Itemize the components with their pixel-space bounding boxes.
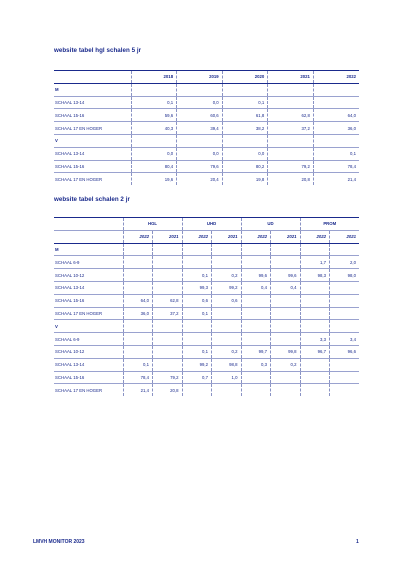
value-cell [182,384,212,396]
value-cell [268,147,314,160]
group-row [54,134,359,147]
table-schalen-2-years [54,217,359,396]
row-label: SCHAAL 17 EN HOGER [54,122,131,135]
value-cell: 19,6 [131,173,177,185]
value-cell: 0,2 [271,358,301,371]
table-row [54,345,359,358]
value-cell: 99,6 [241,269,271,282]
group-label: V [54,320,123,333]
row-label: SCHAAL 17 EN HOGER [54,307,123,320]
empty-cell [182,320,212,333]
value-cell: 0,4 [271,281,301,294]
row-label: SCHAAL 15-16 [54,160,131,173]
value-cell [271,371,301,384]
value-cell: 99,2 [212,281,242,294]
value-cell: 36,0 [313,122,359,135]
empty-cell [313,134,359,147]
table-row [54,256,359,269]
value-cell: 37,2 [268,122,314,135]
value-cell: 62,8 [268,109,314,122]
value-cell: 99,8 [271,345,301,358]
value-cell: 3,3 [300,333,330,346]
value-cell: 99,6 [271,269,301,282]
value-cell [271,256,301,269]
value-cell: 0,6 [182,294,212,307]
value-cell: 59,6 [131,109,177,122]
group-label: M [54,83,131,96]
value-cell: 0,1 [182,269,212,282]
value-cell [241,384,271,396]
value-cell [330,358,360,371]
table-row [54,173,359,185]
value-cell: 37,2 [153,307,183,320]
value-cell [182,256,212,269]
empty-cell [268,134,314,147]
value-cell: 78,4 [123,371,153,384]
value-cell [212,307,242,320]
value-cell: 20,8 [268,173,314,185]
row-label: SCHAAL 6-9 [54,256,123,269]
value-cell: 60,6 [177,109,223,122]
year-header: 2022 [123,230,153,243]
value-cell [241,333,271,346]
group-label: V [54,134,131,147]
value-cell [123,281,153,294]
value-cell: 99,2 [182,358,212,371]
table-hgl-5-years [54,70,359,185]
empty-cell [241,243,271,256]
value-cell [182,333,212,346]
table-row [54,96,359,109]
value-cell: 64,0 [123,294,153,307]
footer-title: LMVH MONITOR 2023 [33,539,85,545]
value-cell: 0,1 [222,96,268,109]
empty-cell [177,134,223,147]
value-cell: 79,6 [177,160,223,173]
table-row [54,269,359,282]
category-header: UD [241,218,300,231]
group-row [54,83,359,96]
value-cell [123,269,153,282]
value-cell [300,294,330,307]
value-cell [330,281,360,294]
row-label: SCHAAL 17 EN HOGER [54,384,123,396]
value-cell [271,384,301,396]
value-cell: 99,7 [241,345,271,358]
empty-cell [153,320,183,333]
table-row [54,122,359,135]
group-label: M [54,243,123,256]
empty-cell [330,243,360,256]
value-cell: 79,2 [153,371,183,384]
value-cell: 80,2 [222,160,268,173]
header-spacer [54,218,123,231]
value-cell [123,345,153,358]
value-cell [241,371,271,384]
value-cell: 0,1 [182,345,212,358]
value-cell [123,256,153,269]
value-cell: 21,4 [313,173,359,185]
value-cell [212,384,242,396]
value-cell: 0,0 [177,96,223,109]
table-row [54,281,359,294]
group-row [54,320,359,333]
table2-title: website tabel schalen 2 jr [54,196,130,203]
value-cell [123,333,153,346]
value-cell: 0,0 [131,147,177,160]
empty-cell [131,134,177,147]
value-cell: 0,4 [241,281,271,294]
empty-cell [153,243,183,256]
empty-cell [222,134,268,147]
empty-cell [300,320,330,333]
year-header: 2019 [177,71,223,84]
table-row [54,109,359,122]
value-cell: 0,2 [212,345,242,358]
group-row [54,243,359,256]
value-cell: 0,0 [177,147,223,160]
value-cell: 0,0 [222,147,268,160]
value-cell: 98,8 [212,358,242,371]
value-cell: 40,3 [131,122,177,135]
value-cell [212,256,242,269]
value-cell [313,96,359,109]
row-label: SCHAAL 10-12 [54,269,123,282]
value-cell [241,256,271,269]
value-cell: 21,4 [123,384,153,396]
empty-cell [330,320,360,333]
value-cell [330,307,360,320]
year-header: 2021 [212,230,242,243]
value-cell [241,307,271,320]
value-cell [241,294,271,307]
empty-cell [212,320,242,333]
value-cell [268,96,314,109]
value-cell [330,294,360,307]
value-cell: 0,1 [123,358,153,371]
row-label: SCHAAL 15-16 [54,109,131,122]
value-cell: 19,8 [222,173,268,185]
empty-cell [271,243,301,256]
category-header: PROM [300,218,359,231]
value-cell [300,384,330,396]
empty-cell [268,83,314,96]
value-cell: 98,0 [330,269,360,282]
empty-cell [182,243,212,256]
empty-cell [131,83,177,96]
empty-cell [212,243,242,256]
table1-title: website tabel hgl schalen 5 jr [54,47,142,54]
table-row [54,147,359,160]
value-cell: 64,0 [313,109,359,122]
value-cell: 96,6 [330,345,360,358]
value-cell [271,307,301,320]
year-header: 2022 [182,230,212,243]
value-cell [300,371,330,384]
empty-cell [177,83,223,96]
value-cell: 0,2 [212,269,242,282]
value-cell: 1,7 [300,256,330,269]
table-row [54,160,359,173]
value-cell [271,294,301,307]
year-header: 2022 [241,230,271,243]
value-cell: 0,1 [131,96,177,109]
value-cell: 62,8 [153,294,183,307]
value-cell: 0,3 [241,358,271,371]
value-cell: 39,4 [177,122,223,135]
value-cell [300,358,330,371]
value-cell: 2,0 [330,256,360,269]
value-cell: 20,8 [153,384,183,396]
value-cell: 1,0 [212,371,242,384]
value-cell: 99,3 [182,281,212,294]
value-cell: 98,3 [300,269,330,282]
row-label: SCHAAL 13-14 [54,96,131,109]
empty-cell [123,243,153,256]
row-label: SCHAAL 17 EN HOGER [54,173,131,185]
value-cell [300,307,330,320]
page-number: 1 [356,539,359,545]
value-cell [330,371,360,384]
value-cell: 0,1 [182,307,212,320]
value-cell [153,256,183,269]
empty-cell [123,320,153,333]
value-cell: 80,4 [131,160,177,173]
value-cell: 0,6 [212,294,242,307]
value-cell: 96,7 [300,345,330,358]
category-header: UHD [182,218,241,231]
table-row [54,371,359,384]
value-cell [153,269,183,282]
value-cell [153,281,183,294]
value-cell: 38,2 [222,122,268,135]
value-cell [271,333,301,346]
category-header: HGL [123,218,182,231]
table-row [54,358,359,371]
value-cell: 0,7 [182,371,212,384]
row-label: SCHAAL 13-14 [54,147,131,160]
value-cell: 79,2 [268,160,314,173]
year-header: 2021 [268,71,314,84]
empty-cell [222,83,268,96]
value-cell [212,333,242,346]
table-row [54,307,359,320]
value-cell [330,384,360,396]
table-row [54,294,359,307]
value-cell: 61,8 [222,109,268,122]
value-cell: 0,1 [313,147,359,160]
row-label: SCHAAL 13-14 [54,281,123,294]
value-cell: 3,4 [330,333,360,346]
value-cell [153,345,183,358]
year-header: 2022 [300,230,330,243]
year-header: 2020 [222,71,268,84]
year-header: 2021 [330,230,360,243]
empty-cell [313,83,359,96]
year-header: 2022 [313,71,359,84]
row-label: SCHAAL 15-16 [54,371,123,384]
header-spacer [54,230,123,243]
header-spacer [54,71,131,84]
value-cell [300,281,330,294]
value-cell: 36,0 [123,307,153,320]
row-label: SCHAAL 6-9 [54,333,123,346]
empty-cell [300,243,330,256]
value-cell: 78,4 [313,160,359,173]
row-label: SCHAAL 15-16 [54,294,123,307]
value-cell [153,358,183,371]
row-label: SCHAAL 10-12 [54,345,123,358]
year-header: 2021 [271,230,301,243]
value-cell [153,333,183,346]
empty-cell [271,320,301,333]
year-header: 2021 [153,230,183,243]
empty-cell [241,320,271,333]
row-label: SCHAAL 13-14 [54,358,123,371]
year-header: 2018 [131,71,177,84]
value-cell: 20,4 [177,173,223,185]
table-row [54,333,359,346]
table-row [54,384,359,396]
